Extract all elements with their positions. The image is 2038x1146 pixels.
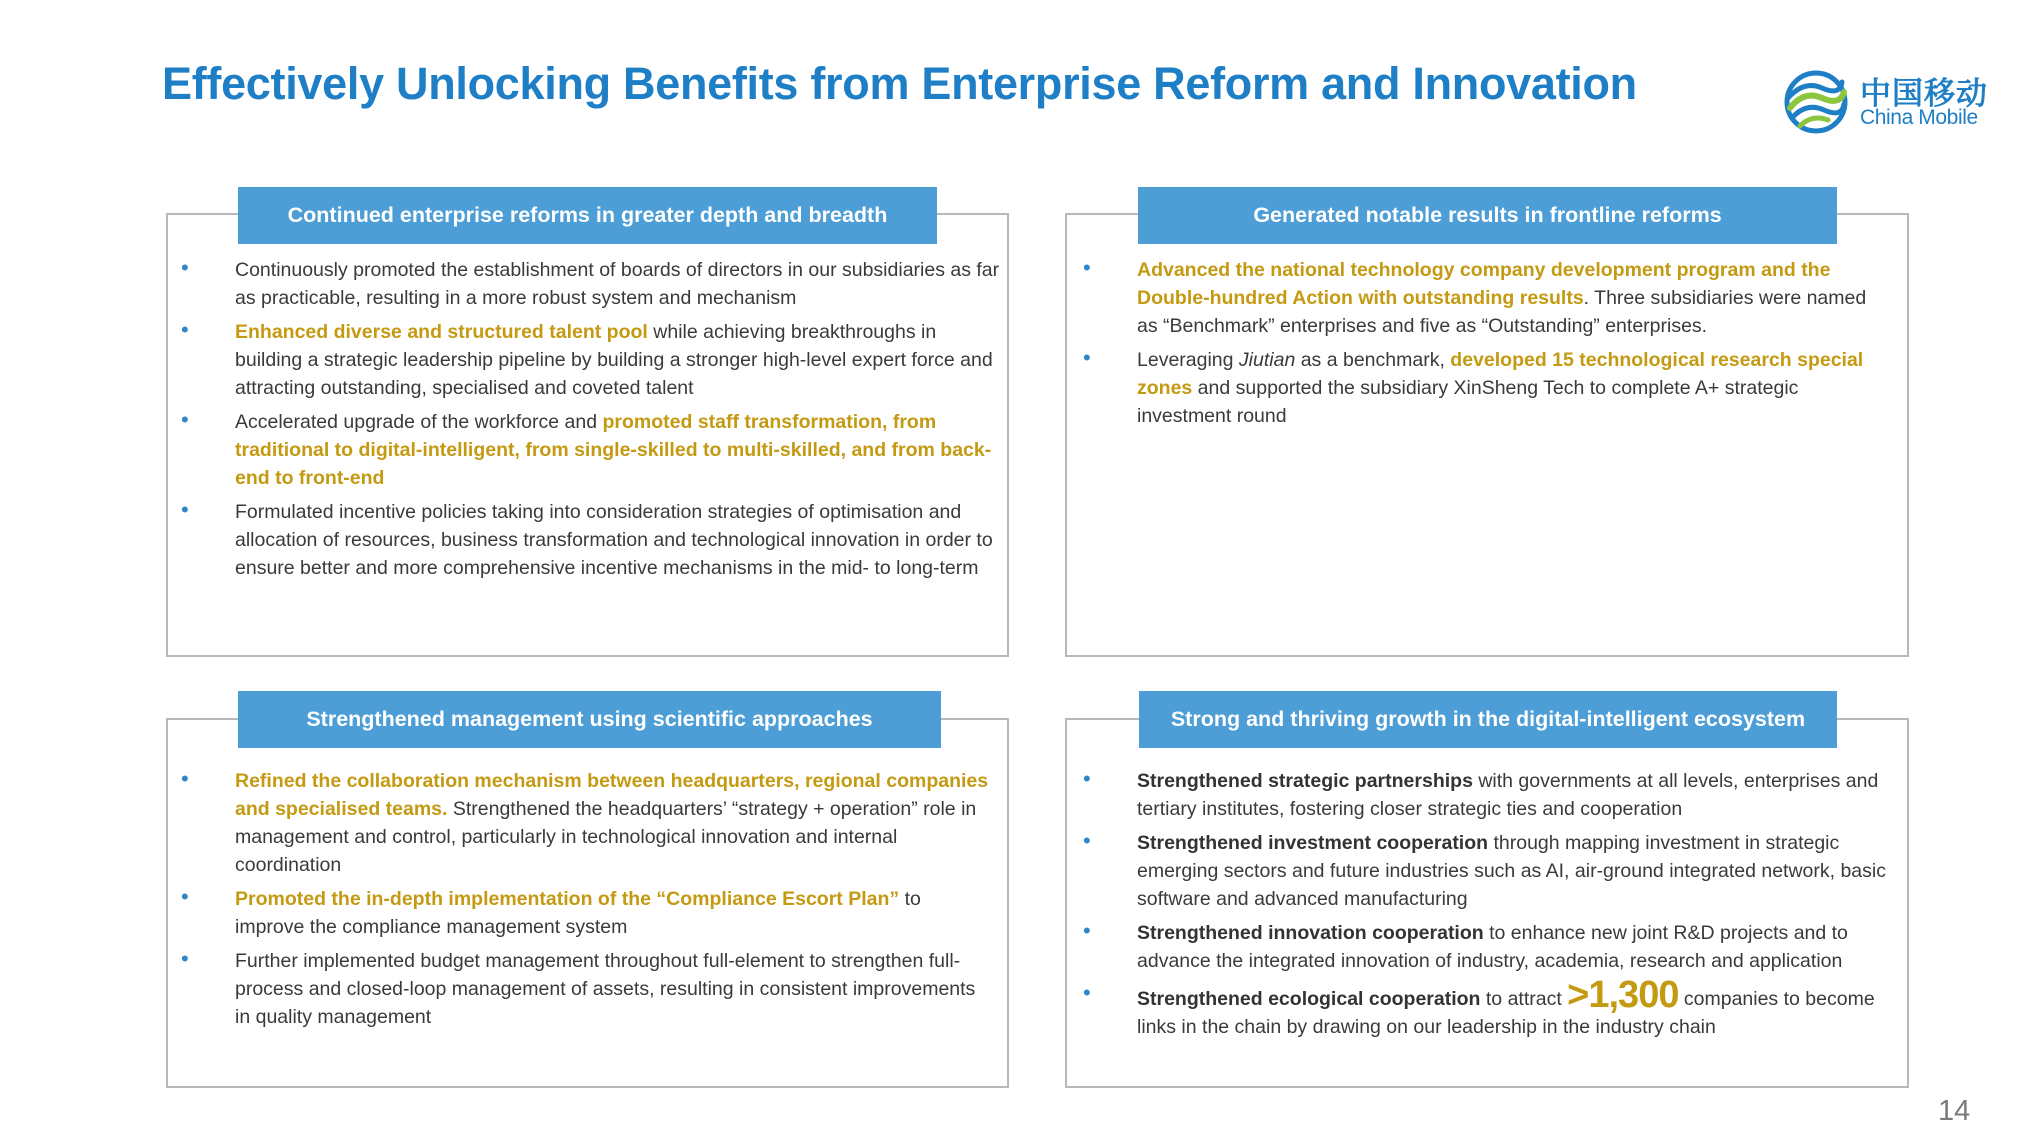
- panel-frontline-reforms-list: [1083, 256, 1888, 436]
- panel-frontline-reforms-header: Generated notable results in frontline reforms: [1138, 187, 1837, 244]
- panel-enterprise-reforms-header: Continued enterprise reforms in greater depth and breadth: [238, 187, 937, 244]
- list-item: • Promoted the in-depth implementation of the “Compliance Escort Plan” to improve the compliance management system: [181, 885, 993, 941]
- list-item: • Strengthened investment cooperation through mapping investment in strategic emerging sectors and future industries such as AI, air-ground integrated network, basic software and advanced manufacturing: [1083, 829, 1898, 913]
- panel-scientific-management-list: [181, 767, 993, 1037]
- list-item: • Strengthened innovation cooperation to enhance new joint R&D projects and to advance the integrated innovation of industry, academia, research and application: [1083, 919, 1898, 975]
- list-item: • Further implemented budget management throughout full-element to strengthen full-process and closed-loop management of assets, resulting in consistent improvements in quality management: [181, 947, 993, 1031]
- china-mobile-logo-icon: [1782, 68, 1850, 136]
- list-item: • Accelerated upgrade of the workforce and promoted staff transformation, from traditional to digital-intelligent, from single-skilled to multi-skilled, and from back-end to front-end: [181, 408, 1003, 492]
- list-item: • Strengthened ecological cooperation to attract >1,300 companies to become links in the chain by drawing on our leadership in the industry chain: [1083, 981, 1898, 1041]
- page-title: Effectively Unlocking Benefits from Enterprise Reform and Innovation: [162, 58, 1637, 109]
- panel-enterprise-reforms-list: [181, 256, 1003, 588]
- logo-english-text: China Mobile: [1860, 106, 1978, 129]
- panel-digital-ecosystem-header: Strong and thriving growth in the digital-intelligent ecosystem: [1139, 691, 1837, 748]
- list-item: • Continuously promoted the establishment of boards of directors in our subsidiaries as far as practicable, resulting in a more robust system and mechanism: [181, 256, 1003, 312]
- list-item: • Formulated incentive policies taking into consideration strategies of optimisation and allocation of resources, business transformation and technological innovation in order to ensure better and more comprehensive incentive mechanisms in the mid- to long-term: [181, 498, 1003, 582]
- list-item: • Strengthened strategic partnerships with governments at all levels, enterprises and tertiary institutes, fostering closer strategic ties and cooperation: [1083, 767, 1898, 823]
- china-mobile-logo: [1782, 68, 1997, 138]
- list-item: • Leveraging Jiutian as a benchmark, developed 15 technological research special zones and supported the subsidiary XinSheng Tech to complete A+ strategic investment round: [1083, 346, 1888, 430]
- page-number: 14: [1938, 1095, 1971, 1127]
- list-item: • Refined the collaboration mechanism between headquarters, regional companies and specialised teams. Strengthened the headquarters’ “strategy + operation” role in management and control, particularly in technological innovation and internal coordination: [181, 767, 993, 879]
- companies-count-highlight: >1,300: [1567, 974, 1679, 1016]
- list-item: • Enhanced diverse and structured talent pool while achieving breakthroughs in building a strategic leadership pipeline by building a stronger high-level expert force and attracting outstanding, specialised and coveted talent: [181, 318, 1003, 402]
- panel-scientific-management-header: Strengthened management using scientific approaches: [238, 691, 941, 748]
- panel-digital-ecosystem-list: [1083, 767, 1898, 1047]
- list-item: • Advanced the national technology company development program and the Double-hundred Action with outstanding results. Three subsidiaries were named as “Benchmark” enterprises and five as “Outstanding” enterprises.: [1083, 256, 1888, 340]
- logo-chinese-text: 中国移动: [1860, 76, 1988, 112]
